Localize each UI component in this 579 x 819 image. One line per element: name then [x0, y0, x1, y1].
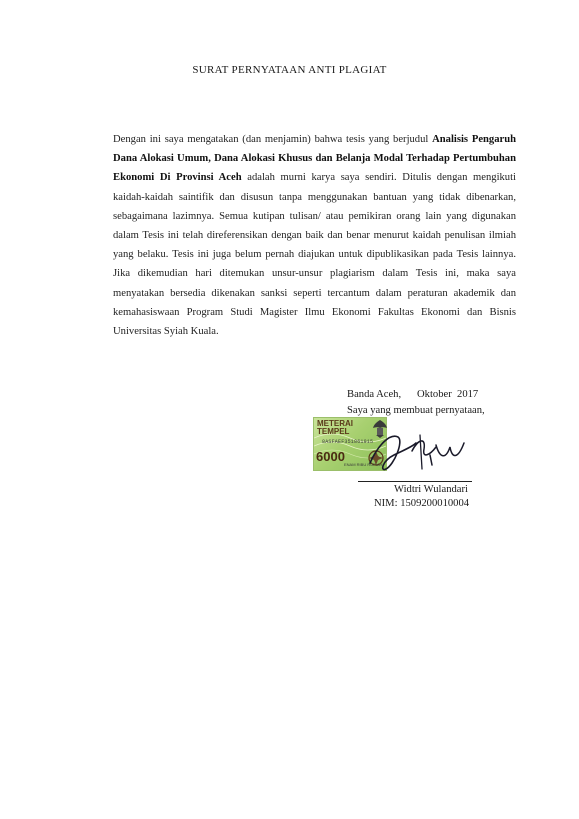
stamp-title	[317, 420, 353, 436]
student-id: NIM: 1509200010004	[374, 498, 470, 509]
stamp-code: 8ASFAEF351861915	[322, 439, 374, 445]
statement-paragraph	[113, 130, 516, 341]
signature-header	[347, 387, 547, 419]
thesis-title: Analisis Pengaruh Dana Alokasi Umum, Dana Alokasi Khusus dan Belanja Modal Terhadap Pertumbuhan Ekonomi Di Provinsi Aceh	[113, 134, 516, 184]
statement-line: Saya yang membuat pernyataan,	[347, 405, 485, 416]
document-title: SURAT PERNYATAAN ANTI PLAGIAT	[192, 64, 387, 76]
stamp-title-line1: METERAI	[317, 419, 353, 428]
place-date: Banda Aceh, Oktober 2017	[347, 389, 479, 400]
stamp-title-line2: TEMPEL	[317, 427, 350, 436]
paragraph-intro: Dengan ini saya mengatakan (dan menjamin) bahwa tesis yang berjudul	[113, 134, 433, 145]
paragraph-rest: adalah murni karya saya sendiri. Ditulis dengan mengikuti kaidah-kaidah saintifik dan disusun tanpa menggunakan bantuan yang tidak dibenarkan, sebagaimana lazimnya. Semua kutipan tulisan/ atau pemikiran orang lain yang digunakan dalam Tesis ini telah direferensikan dengan baik dan benar menurut kaidah penulisan ilmiah yang belaku. Tesis ini juga belum pernah diajukan untuk dipublikasikan pada Tesis lainnya. Jika dikemudian hari ditemukan unsur-unsur plagiarism dalam Tesis ini, maka saya menyatakan bersedia dikenakan sanksi seperti tercantum dalam peraturan akademik dan kemahasiswaan Program Studi Magister Ilmu Ekonomi Fakultas Ekonomi dan Bisnis Universitas Syiah Kuala.	[113, 172, 516, 338]
stamp-value: 6000	[316, 449, 345, 464]
stamp-words: ENAM RIBU RUPIAH	[344, 462, 383, 467]
handwritten-signature	[360, 425, 480, 480]
signatory-name: Widtri Wulandari	[358, 481, 472, 498]
